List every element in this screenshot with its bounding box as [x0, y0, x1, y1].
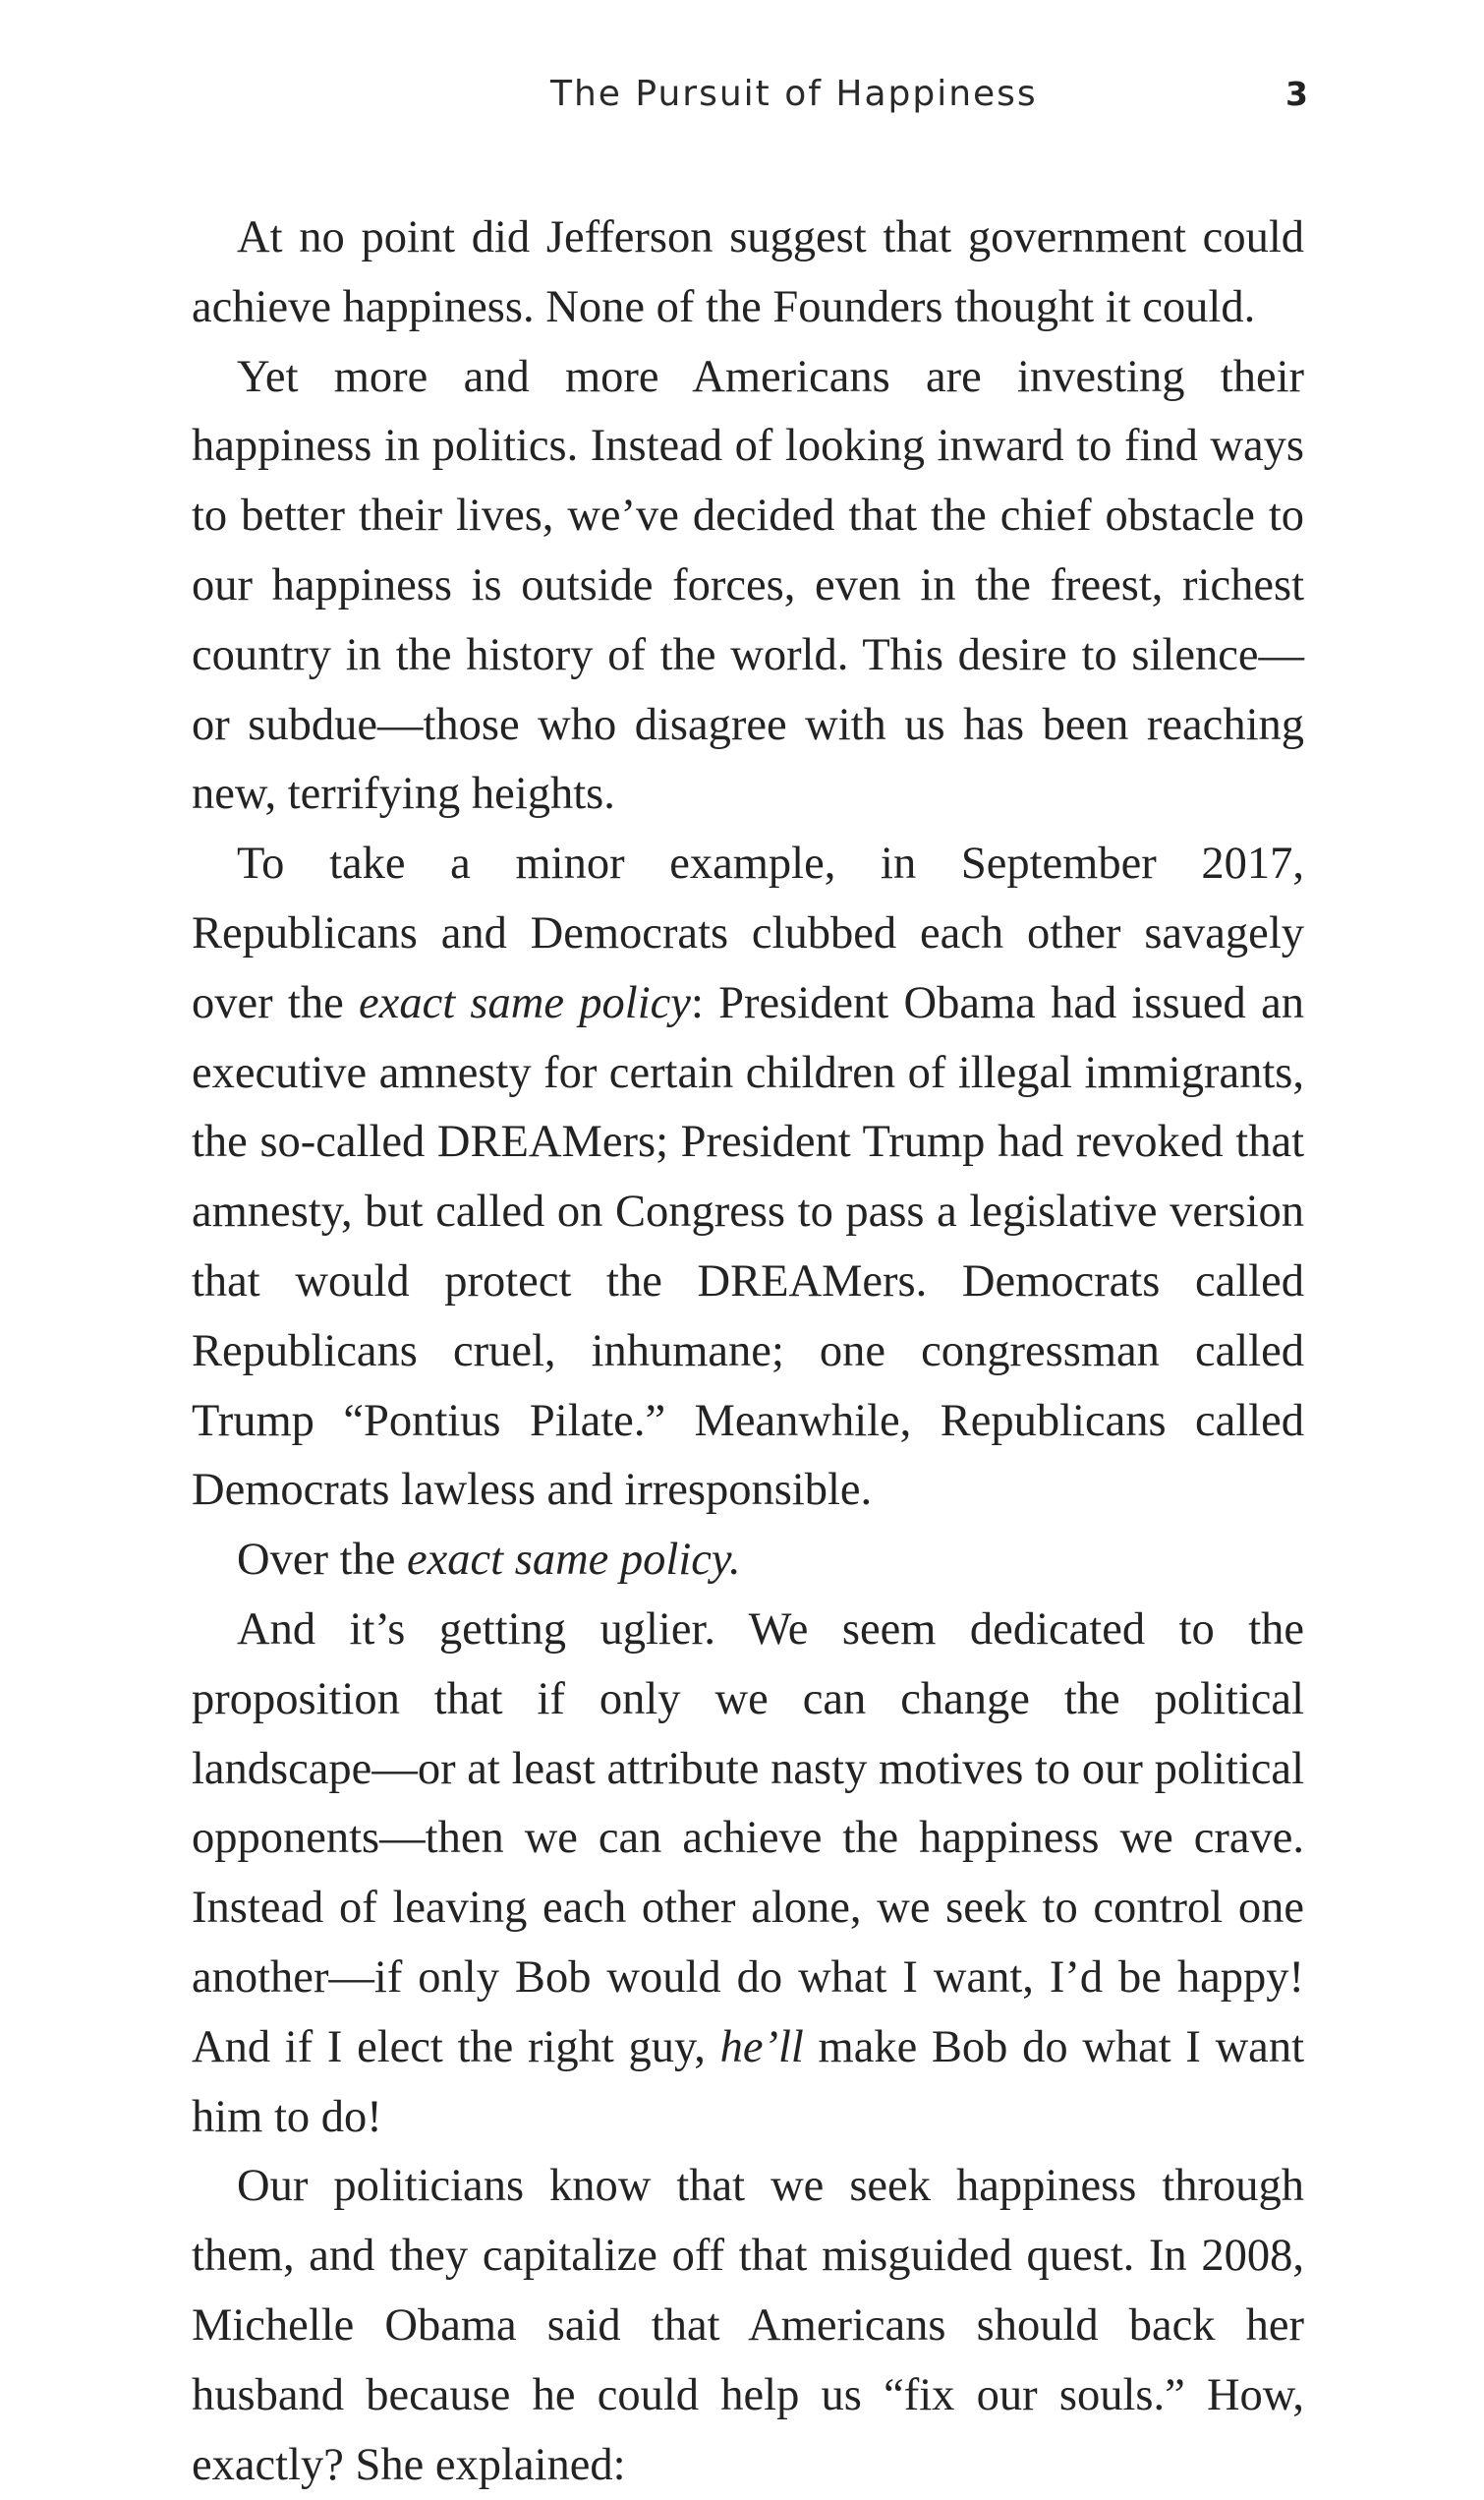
- text-run: To take a minor example, in September 2017, Republicans and Democrats clubbed each other savagely over the: [192, 839, 1304, 1028]
- paragraph: [192, 830, 1304, 1526]
- italic-text-run: exact same policy.: [407, 1535, 741, 1586]
- italic-text-run: exact same policy: [359, 977, 691, 1028]
- paragraph: [192, 343, 1304, 831]
- running-head-title: The Pursuit of Happiness: [550, 74, 1038, 114]
- paragraph: [192, 1596, 1304, 2152]
- text-run: Our politicians know that we seek happiness through them, and they capitalize off that misguided quest. In 2008, Michelle Obama said that Americans should back her husband because he could help us “fix our souls.” How, exactly? She explained:: [192, 2161, 1304, 2490]
- text-run: Over the: [237, 1535, 408, 1586]
- paragraph: [192, 203, 1304, 343]
- text-run: And it’s getting uglier. We seem dedicated to the proposition that if only we can change the political landscape—or at least attribute nasty motives to our political opponents—then we can achieve the happiness we crave. Instead of leaving each other alone, we seek to control one another—if only Bob would do what I want, I’d be happy! And if I elect the right guy,: [192, 1603, 1304, 2072]
- paragraph: [192, 2152, 1304, 2500]
- text-run: make Bob do what I want him to do!: [192, 2021, 1304, 2142]
- text-run: At no point did Jefferson suggest that government could achieve happiness. None of the Founders thought it could.: [192, 212, 1304, 332]
- text-run: Yet more and more Americans are investing their happiness in politics. Instead of looking inward to find ways to better their lives, we’ve decided that the chief obstacle to our happiness is outside forces, even in the freest, richest country in the history of the world. This desire to silence—or subdue—those who disagree with us has been reaching new, terrifying heights.: [192, 351, 1304, 820]
- italic-text-run: he’ll: [719, 2021, 804, 2072]
- paragraph: [192, 1526, 1304, 1596]
- page-number: 3: [1285, 75, 1308, 113]
- text-run: : President Obama had issued an executive amnesty for certain children of illegal immigrants, the so-called DREAMers; President Trump had revoked that amnesty, but called on Congress to pass a legislative version that would protect the DREAMers. Democrats called Republicans cruel, inhumane; one congressman called Trump “Pontius Pilate.” Meanwhile, Republicans called Democrats lawless and irresponsible.: [192, 977, 1304, 1516]
- body-text: [192, 203, 1304, 2500]
